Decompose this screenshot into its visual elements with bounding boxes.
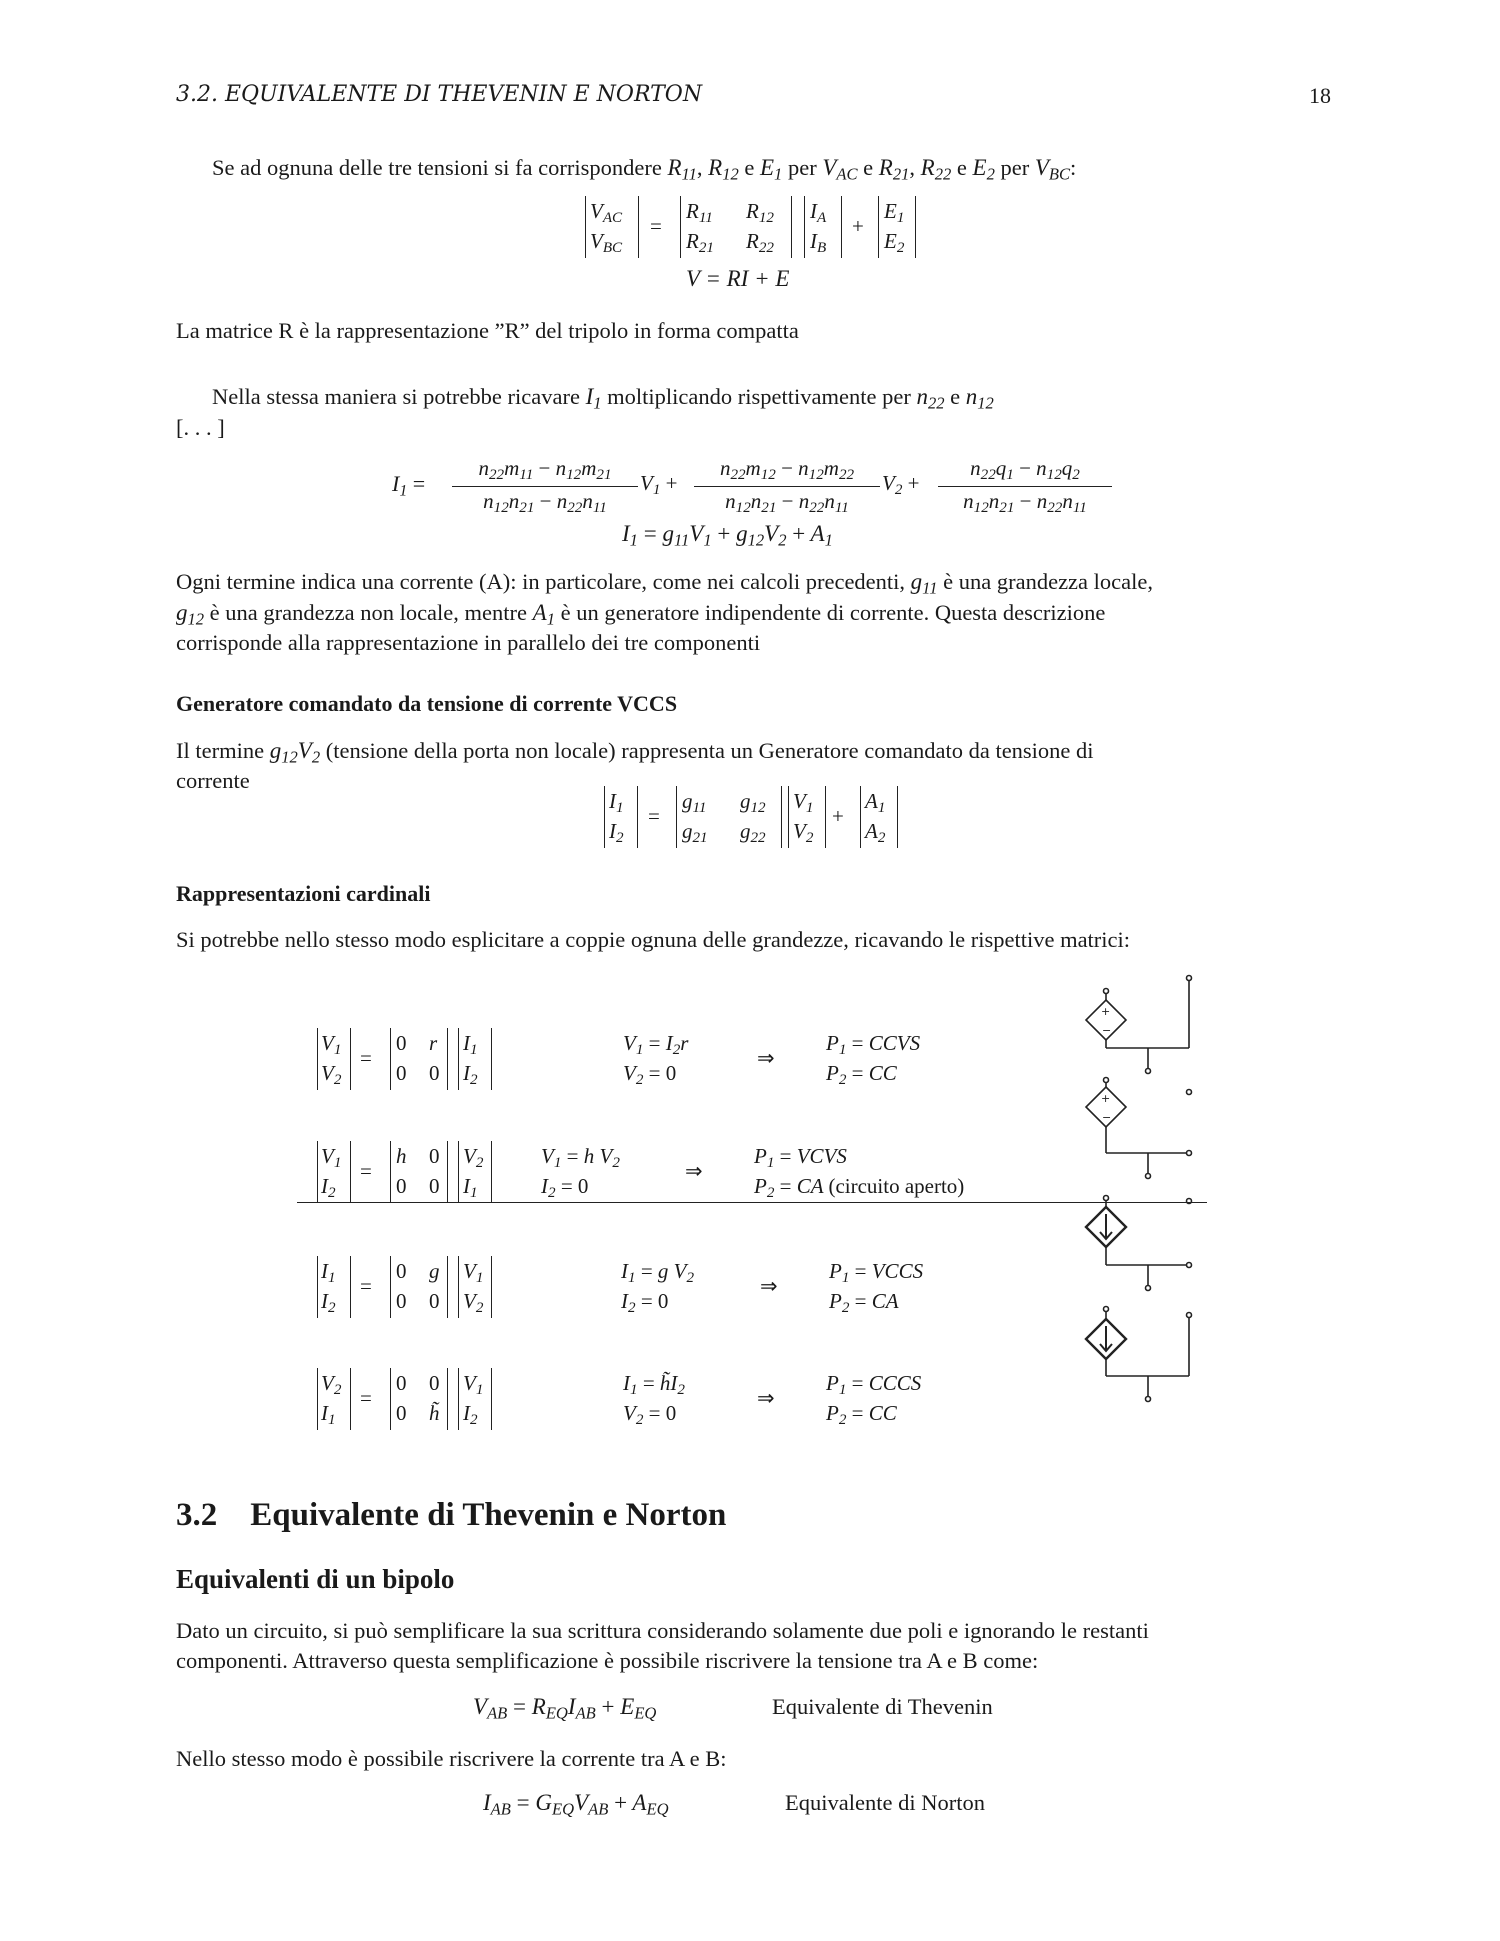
- paragraph-2: La matrice R è la rappresentazione ”R” del tripolo in forma compatta: [176, 318, 799, 343]
- paragraph-7-line-1: Dato un circuito, si può semplificare la sua scrittura considerando solamente due poli e ignorando le restanti: [176, 1618, 1149, 1643]
- implies-arrow: ⇒: [757, 1386, 775, 1410]
- norton-label: Equivalente di Norton: [785, 1790, 985, 1815]
- norton-equation: $I_{AB} = G_{EQ}V_{AB} + A_{EQ}$: [483, 1790, 669, 1819]
- vccs-circuit-icon: [1086, 1196, 1192, 1291]
- svg-text:+: +: [1101, 1005, 1111, 1018]
- equation-v-ri-e: V = RI + E: [686, 266, 790, 291]
- equation-i1-simplified: $I_1 = g_{11}V_1 + g_{12}V_2 + A_1$: [622, 521, 833, 550]
- subsection-heading: Equivalenti di un bipolo: [176, 1564, 455, 1594]
- implies-arrow: ⇒: [685, 1159, 703, 1183]
- svg-text:−: −: [1102, 1024, 1112, 1037]
- svg-text:+: +: [1101, 1092, 1111, 1105]
- paragraph-4-line-3: corrisponde alla rappresentazione in parallelo dei tre componenti: [176, 630, 761, 655]
- paragraph-4-line-1: Ogni termine indica una corrente (A): in particolare, come nei calcoli precedenti, $g_{11}$ è una grandezza locale,: [176, 569, 1153, 598]
- section-number: 3.2: [176, 1497, 218, 1533]
- implies-arrow: ⇒: [760, 1274, 778, 1298]
- vcvs-circuit-icon: [1086, 1078, 1192, 1179]
- svg-text:−: −: [1102, 1111, 1112, 1124]
- dependent-source-circuits: [1070, 970, 1210, 1440]
- document-page: 3.2. EQUIVALENTE DI THEVENIN E NORTON 18 Se ad ognuna delle tre tensioni si fa corrispondere $R_{11}$, $R_{12}$ e $E_1$ per $V_{AC}$ e $R_{21}$, $R_{22}$ e $E_2$ per $V_{BC}$: $V_{AC}$ $V_{BC}$ = $R_{11}$ $R_{12}$ $R_{21}$ $R_{22}$ $I_A$ $I_B$ + $E_1$ $E_2$ V = RI + E La matrice R è la rappresentazione ”R” del tripolo in forma compatta Nella stessa maniera si potrebbe ricavare $I_1$ moltiplicando rispettivamente per $n_{22}$ e $n_{12}$ [. . . ] $I_1$ = $n_{22}m_{11} - n_{12}m_{21}$ $n_{12}n_{21} - n_{22}n_{11}$ $V_1$ + $n_{22}m_{12} - n_{12}m_{22}$ $n_{12}n_{21} - n_{22}n_{11}$ $V_2$ + $n_{22}q_1 - n_{12}q_2$ $n_{12}n_{21} - n_{22}n_{11}$ $I_1 = g_{11}V_1 + g_{12}V_2 + A_1$ Ogni termine indica una corrente (A): in particolare, come nei calcoli precedenti, $g_{11}$ è una grandezza locale, $g_{12}$ è una grandezza non locale, mentre $A_1$ è un generatore indipendente di corrente. Questa descrizione corrisponde alla rappresentazione in parallelo dei tre componenti Generatore comandato da tensione di corrente VCCS Il termine $g_{12}V_2$ (tensione della porta non locale) rappresenta un Generatore comandato da tensione di corrente $I_1$ $I_2$ = $g_{11}$ $g_{12}$ $g_{21}$ $g_{22}$ $V_1$ $V_2$ + $A_1$ $A_2$ Rappresentazioni cardinali Si potrebbe nello stesso modo esplicitare a coppie ognuna delle grandezze, ricavando le rispettive matrici: $V_1$ $V_2$ = 0 r 0 0 $I_1$ $I_2$ $V_1 = I_2r$ $V_2 = 0$ ⇒ $P_1$ = CCVS $P_2$ = CC $V_1$ $I_2$ = h 0 0 0 $V_2$ $I_1$ $V_1 = h$ $V_2$ $I_2 = 0$ ⇒ $P_1$ = VCVS $P_2$ = CA (circuito aperto) $I_1$ $I_2$ = 0 g 0 0 $V_1$ $V_2$ $I_1 = g$ $V_2$ $I_2 = 0$ ⇒ $P_1$ = VCCS $P_2$ = CA $V_2$ $I_1$ = 0 0 0 h̃ $V_1$ $I_2$ $I_1$ = $h̃I_2$ $V_2 = 0$ ⇒ $P_1$ = CCCS $P_2$ = CC + − + − 3.2 Equivalente di Thevenin e Norton Equivalenti di un bipolo Dato un circuito, si può semplificare la sua scrittura considerando solamente due poli e ignorando le restanti componenti. Attraverso questa semplificazione è possibile riscrivere la tensione tra A e B come: $V_{AB} = R_{EQ}I_{AB} + E_{EQ}$ Equivalente di Thevenin Nello stesso modo è possibile riscrivere la corrente tra A e B: $I_{AB} = G_{EQ}V_{AB} + A_{EQ}$ Equivalente di Norton: [176, 82, 1331, 1819]
- paragraph-4-line-2: $g_{12}$ è una grandezza non locale, mentre $A_1$ è un generatore indipendente di corrente. Questa descrizione: [176, 600, 1106, 629]
- ellipsis: [. . . ]: [176, 415, 225, 440]
- paragraph-3: Nella stessa maniera si potrebbe ricavare $I_1$ moltiplicando rispettivamente per $n_{22}$ e $n_{12}$: [212, 384, 994, 413]
- paragraph-5-line-1: Il termine $g_{12}V_2$ (tensione della porta non locale) rappresenta un Generatore comandato da tensione di: [176, 738, 1094, 767]
- section-heading: [176, 1497, 726, 1534]
- heading-cardinal: Rappresentazioni cardinali: [176, 881, 431, 906]
- cccs-circuit-icon: [1086, 1307, 1192, 1402]
- section-title: Equivalente di Thevenin e Norton: [250, 1497, 727, 1533]
- page-number: 18: [1309, 83, 1331, 108]
- thevenin-equation: $V_{AB} = R_{EQ}I_{AB} + E_{EQ}$: [473, 1694, 657, 1723]
- paragraph-5-line-2: corrente: [176, 768, 250, 793]
- paragraph-1: Se ad ognuna delle tre tensioni si fa corrispondere $R_{11}$, $R_{12}$ e $E_1$ per $V_{AC}$ e $R_{21}$, $R_{22}$ e $E_2$ per $V_{BC}$:: [212, 155, 1077, 184]
- thevenin-label: Equivalente di Thevenin: [772, 1694, 993, 1719]
- paragraph-6: Si potrebbe nello stesso modo esplicitare a coppie ognuna delle grandezze, ricavando le rispettive matrici:: [176, 927, 1131, 952]
- implies-arrow: ⇒: [757, 1046, 775, 1070]
- ccvs-circuit-icon: [1086, 976, 1192, 1074]
- heading-vccs: Generatore comandato da tensione di corrente VCCS: [176, 691, 678, 716]
- paragraph-7-line-2: componenti. Attraverso questa semplificazione è possibile riscrivere la tensione tra A e B come:: [176, 1648, 1039, 1673]
- paragraph-8: Nello stesso modo è possibile riscrivere la corrente tra A e B:: [176, 1746, 727, 1771]
- running-header: 3.2. EQUIVALENTE DI THEVENIN E NORTON: [176, 82, 703, 107]
